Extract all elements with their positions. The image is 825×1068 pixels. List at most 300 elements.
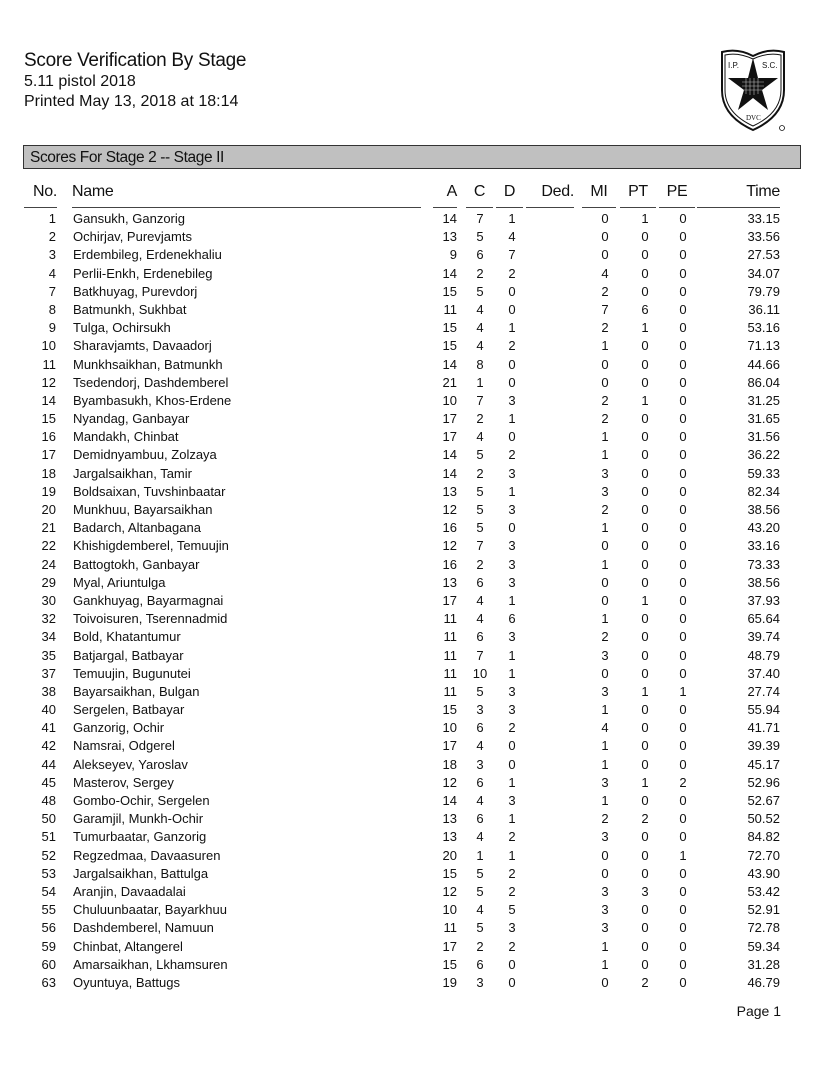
table-row [0,592,825,610]
table-row [0,774,825,792]
cell-d: 3 [508,629,516,645]
cell-name: Alekseyev, Yaroslav [73,756,188,772]
cell-time: 45.17 [747,756,780,772]
cell-pt: 1 [641,592,649,608]
cell-mi: 3 [601,920,609,936]
cell-name: Boldsaixan, Tuvshinbaatar [73,483,226,499]
cell-time: 39.39 [747,738,780,754]
cell-pt: 0 [641,483,649,499]
cell-pe: 0 [679,465,687,481]
cell-time: 36.11 [748,301,780,317]
cell-no: 37 [41,665,56,681]
cell-mi: 0 [601,574,609,590]
cell-pt: 0 [641,265,649,281]
cell-mi: 1 [601,938,609,954]
cell-name: Munkhuu, Bayarsaikhan [73,502,213,517]
table-row [0,647,825,665]
cell-pt: 0 [641,411,649,427]
cell-no: 38 [41,683,56,699]
cell-pe: 0 [679,756,687,772]
cell-time: 41.71 [747,720,780,736]
cell-pe: 0 [679,629,687,645]
cell-c: 5 [476,883,484,899]
cell-pe: 0 [679,956,687,972]
cell-c: 6 [476,574,484,590]
cell-c: 10 [472,665,488,681]
cell-c: 6 [476,247,484,263]
cell-time: 31.25 [747,392,780,408]
cell-d: 6 [508,611,516,627]
ipsc-shield-logo-icon [718,48,788,134]
cell-pt: 0 [641,538,649,554]
cell-d: 3 [508,502,516,517]
cell-pt: 2 [641,974,649,990]
report-header [24,50,246,112]
cell-c: 5 [476,483,484,499]
cell-pe: 0 [679,883,687,899]
cell-mi: 0 [601,592,609,608]
cell-mi: 2 [601,392,609,408]
cell-name: Badarch, Altanbagana [73,520,201,536]
cell-mi: 1 [601,429,609,445]
cell-a: 17 [442,738,457,754]
table-row [0,556,825,574]
cell-pt: 1 [641,320,649,336]
cell-pt: 0 [641,429,649,445]
cell-no: 17 [41,447,56,463]
cell-c: 6 [476,720,484,736]
cell-name: Myal, Ariuntulga [73,574,166,590]
cell-no: 20 [41,502,56,517]
cell-pt: 1 [641,392,649,408]
cell-d: 3 [508,392,516,408]
cell-c: 1 [476,374,484,390]
cell-pe: 0 [679,738,687,754]
cell-a: 12 [442,502,457,517]
cell-a: 16 [442,520,457,536]
cell-time: 37.93 [747,592,780,608]
cell-d: 1 [508,847,516,863]
cell-c: 3 [476,756,484,772]
cell-mi: 0 [601,356,609,372]
cell-pe: 0 [679,920,687,936]
cell-a: 11 [443,683,457,699]
cell-time: 44.66 [747,356,780,372]
cell-no: 48 [41,793,56,808]
table-row [0,228,825,246]
cell-pt: 1 [641,211,649,226]
cell-no: 22 [41,538,56,554]
cell-mi: 3 [601,483,609,499]
cell-a: 13 [442,829,457,845]
cell-c: 4 [476,320,484,336]
cell-pe: 0 [679,938,687,954]
cell-time: 84.82 [747,829,780,845]
cell-no: 59 [41,938,56,954]
table-row [0,337,825,355]
cell-pt: 0 [641,793,649,808]
cell-a: 11 [443,647,457,663]
cell-a: 12 [442,774,457,790]
table-row [0,356,825,374]
cell-c: 5 [476,865,484,881]
cell-mi: 2 [601,811,609,827]
cell-pe: 0 [679,229,687,245]
cell-mi: 2 [601,629,609,645]
cell-name: Aranjin, Davaadalai [73,883,186,899]
cell-pt: 0 [641,865,649,881]
cell-name: Batkhuyag, Purevdorj [73,283,198,299]
page-number: Page 1 [736,1003,781,1019]
cell-pt: 0 [641,229,649,245]
cell-mi: 4 [601,265,609,281]
cell-time: 39.74 [747,629,780,645]
cell-mi: 7 [601,301,609,317]
cell-pe: 0 [679,538,687,554]
cell-a: 15 [442,338,457,354]
cell-pe: 0 [679,865,687,881]
table-row [0,392,825,410]
cell-no: 9 [48,320,56,336]
cell-c: 5 [476,502,484,517]
cell-pt: 1 [641,683,649,699]
col-header-no: No. [24,183,57,208]
cell-time: 48.79 [747,647,780,663]
cell-pe: 2 [679,774,687,790]
cell-pt: 0 [641,574,649,590]
cell-no: 4 [48,265,56,281]
printed-timestamp: Printed May 13, 2018 at 18:14 [24,93,239,110]
cell-no: 60 [41,956,56,972]
table-row [0,683,825,701]
cell-pe: 0 [679,974,687,990]
cell-pe: 1 [679,683,687,699]
cell-pt: 0 [641,920,649,936]
cell-pe: 0 [679,556,687,572]
cell-mi: 3 [601,829,609,845]
cell-d: 0 [508,356,516,372]
cell-d: 1 [508,592,516,608]
cell-mi: 3 [601,647,609,663]
cell-time: 50.52 [747,811,780,827]
cell-name: Bold, Khatantumur [73,629,181,645]
cell-pe: 0 [679,374,687,390]
cell-mi: 0 [601,229,609,245]
cell-pt: 3 [641,883,649,899]
cell-d: 0 [508,301,516,317]
cell-name: Oyuntuya, Battugs [73,974,180,990]
cell-name: Gansukh, Ganzorig [73,211,186,226]
cell-name: Chinbat, Altangerel [73,938,183,954]
cell-time: 34.07 [747,265,780,281]
cell-pt: 0 [641,647,649,663]
cell-d: 1 [508,647,516,663]
cell-name: Masterov, Sergey [73,774,174,790]
cell-a: 16 [442,556,457,572]
cell-pe: 0 [679,447,687,463]
table-row [0,246,825,264]
cell-no: 11 [42,356,56,372]
cell-no: 7 [48,283,56,299]
cell-no: 32 [41,611,56,627]
cell-a: 14 [442,356,457,372]
svg-text:DVC: DVC [746,114,761,122]
cell-pe: 0 [679,247,687,263]
cell-c: 4 [476,301,484,317]
col-header-d: D [496,183,523,208]
cell-d: 1 [508,665,516,681]
cell-a: 12 [442,538,457,554]
cell-pt: 0 [641,847,649,863]
cell-pe: 0 [679,320,687,336]
cell-c: 6 [476,629,484,645]
cell-c: 7 [476,538,484,554]
cell-c: 2 [476,938,484,954]
cell-d: 1 [508,811,516,827]
cell-a: 15 [442,956,457,972]
cell-no: 54 [41,883,56,899]
cell-a: 17 [442,938,457,954]
table-row [0,210,825,228]
cell-time: 53.16 [747,320,780,336]
table-row [0,847,825,865]
cell-mi: 1 [601,756,609,772]
cell-pt: 0 [641,902,649,918]
cell-d: 2 [508,938,516,954]
cell-a: 9 [449,247,457,263]
cell-name: Namsrai, Odgerel [73,738,175,754]
cell-pt: 0 [641,720,649,736]
cell-pe: 0 [679,520,687,536]
cell-a: 17 [442,592,457,608]
cell-no: 34 [41,629,56,645]
table-row [0,956,825,974]
cell-c: 8 [476,356,484,372]
cell-a: 14 [442,793,457,808]
cell-c: 4 [476,592,484,608]
table-row [0,537,825,555]
cell-d: 2 [508,265,516,281]
table-row [0,810,825,828]
cell-pt: 0 [641,611,649,627]
cell-d: 0 [508,756,516,772]
cell-time: 73.33 [747,556,780,572]
cell-mi: 3 [601,465,609,481]
cell-no: 51 [41,829,56,845]
cell-c: 5 [476,229,484,245]
cell-name: Battogtokh, Ganbayar [73,556,200,572]
stage-title-bar [23,145,801,169]
table-row [0,519,825,537]
cell-time: 31.56 [747,429,780,445]
cell-d: 3 [508,556,516,572]
cell-no: 40 [41,702,56,718]
cell-c: 6 [476,811,484,827]
cell-time: 71.13 [747,338,780,354]
cell-mi: 0 [601,374,609,390]
stage-title: Scores For Stage 2 -- Stage II [30,149,224,166]
cell-a: 17 [442,429,457,445]
cell-c: 4 [476,429,484,445]
cell-pt: 0 [641,665,649,681]
cell-time: 38.56 [747,574,780,590]
table-row [0,883,825,901]
cell-time: 33.15 [747,211,780,226]
cell-name: Nyandag, Ganbayar [73,411,190,427]
cell-mi: 0 [601,847,609,863]
cell-a: 10 [442,392,457,408]
cell-d: 0 [508,956,516,972]
cell-name: Temuujin, Bugunutei [73,665,191,681]
table-row [0,374,825,392]
cell-pe: 0 [679,265,687,281]
cell-a: 14 [442,465,457,481]
cell-c: 2 [476,265,484,281]
table-row [0,628,825,646]
cell-name: Tumurbaatar, Ganzorig [73,829,207,845]
cell-c: 7 [476,392,484,408]
cell-time: 31.65 [747,411,780,427]
cell-no: 2 [48,229,56,245]
cell-a: 14 [442,265,457,281]
cell-time: 27.74 [747,683,780,699]
cell-name: Regzedmaa, Davaasuren [73,847,221,863]
cell-no: 30 [41,592,56,608]
cell-no: 10 [41,338,56,354]
cell-time: 52.67 [747,793,780,808]
col-header-time: Time [697,183,780,208]
table-row [0,737,825,755]
cell-a: 11 [443,611,457,627]
cell-d: 0 [508,374,516,390]
cell-name: Jargalsaikhan, Battulga [73,865,209,881]
table-header [0,183,825,209]
cell-pt: 0 [641,374,649,390]
cell-c: 3 [476,974,484,990]
cell-pe: 0 [679,811,687,827]
table-row [0,828,825,846]
cell-no: 56 [41,920,56,936]
cell-no: 52 [41,847,56,863]
cell-pe: 0 [679,483,687,499]
cell-time: 79.79 [747,283,780,299]
cell-no: 29 [41,574,56,590]
cell-time: 53.42 [747,883,780,899]
cell-pe: 0 [679,411,687,427]
table-row [0,465,825,483]
cell-a: 19 [442,974,457,990]
cell-c: 5 [476,447,484,463]
cell-pt: 0 [641,556,649,572]
cell-name: Sergelen, Batbayar [73,702,185,718]
cell-name: Khishigdemberel, Temuujin [73,538,229,554]
cell-pt: 6 [641,301,649,317]
cell-d: 0 [508,429,516,445]
table-row [0,428,825,446]
table-row [0,919,825,937]
cell-pt: 0 [641,465,649,481]
cell-a: 13 [442,483,457,499]
event-name: 5.11 pistol 2018 [24,73,136,90]
cell-name: Demidnyambuu, Zolzaya [73,447,217,463]
cell-pe: 0 [679,338,687,354]
cell-c: 2 [476,465,484,481]
cell-name: Toivoisuren, Tserennadmid [73,611,228,627]
cell-no: 24 [41,556,56,572]
cell-a: 17 [442,411,457,427]
cell-time: 33.16 [747,538,780,554]
cell-a: 13 [442,574,457,590]
cell-time: 43.90 [747,865,780,881]
cell-mi: 1 [601,338,609,354]
cell-pe: 0 [679,392,687,408]
cell-a: 13 [442,811,457,827]
cell-time: 59.33 [747,465,780,481]
table-row [0,283,825,301]
cell-name: Chuluunbaatar, Bayarkhuu [73,902,227,918]
cell-a: 15 [442,865,457,881]
cell-mi: 0 [601,247,609,263]
cell-a: 11 [443,920,457,936]
cell-a: 15 [442,702,457,718]
cell-mi: 3 [601,883,609,899]
cell-time: 86.04 [747,374,780,390]
cell-pt: 0 [641,283,649,299]
cell-a: 10 [442,902,457,918]
cell-time: 52.91 [747,902,780,918]
cell-name: Dashdemberel, Namuun [73,920,214,936]
cell-pt: 0 [641,702,649,718]
cell-d: 0 [508,738,516,754]
cell-c: 6 [476,956,484,972]
cell-no: 53 [41,865,56,881]
cell-pe: 0 [679,665,687,681]
cell-no: 1 [48,211,56,226]
cell-d: 2 [508,720,516,736]
table-row [0,265,825,283]
cell-d: 1 [508,320,516,336]
cell-time: 65.64 [747,611,780,627]
cell-a: 15 [442,320,457,336]
cell-mi: 1 [601,556,609,572]
cell-no: 50 [41,811,56,827]
cell-mi: 0 [601,974,609,990]
cell-mi: 0 [601,211,609,226]
cell-d: 3 [508,920,516,936]
cell-name: Gankhuyag, Bayarmagnai [73,592,224,608]
cell-time: 37.40 [747,665,780,681]
cell-c: 4 [476,793,484,808]
col-header-pe: PE [659,183,695,208]
cell-pt: 0 [641,738,649,754]
cell-no: 12 [41,374,56,390]
cell-mi: 2 [601,502,609,517]
cell-name: Erdembileg, Erdenekhaliu [73,247,222,263]
cell-no: 55 [41,902,56,918]
cell-name: Amarsaikhan, Lkhamsuren [73,956,228,972]
cell-d: 0 [508,974,516,990]
cell-no: 16 [41,429,56,445]
cell-pt: 0 [641,520,649,536]
cell-time: 55.94 [747,702,780,718]
cell-name: Perlii-Enkh, Erdenebileg [73,265,213,281]
cell-mi: 1 [601,793,609,808]
cell-a: 20 [442,847,457,863]
cell-name: Sharavjamts, Davaadorj [73,338,212,354]
cell-pt: 0 [641,356,649,372]
cell-pt: 0 [641,629,649,645]
cell-mi: 2 [601,320,609,336]
